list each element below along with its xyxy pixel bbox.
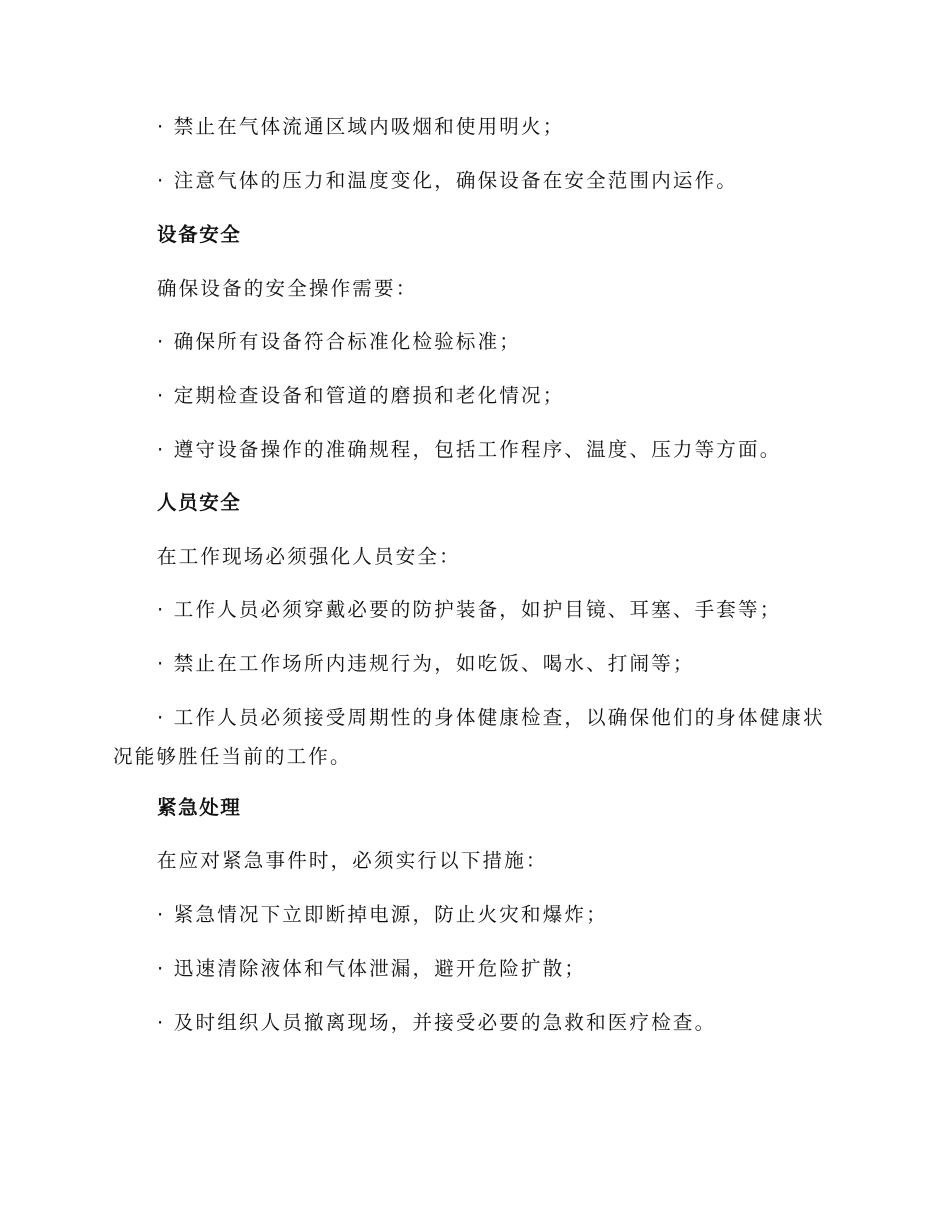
bullet-gas-pressure: · 注意气体的压力和温度变化，确保设备在安全范围内运作。 [157, 169, 738, 192]
bullet-protective-gear: · 工作人员必须穿戴必要的防护装备，如护目镜、耳塞、手套等； [157, 598, 782, 621]
bullet-no-smoking: · 禁止在气体流通区域内吸烟和使用明火； [157, 115, 565, 138]
heading-emergency: 紧急处理 [157, 796, 242, 819]
bullet-evacuation: · 及时组织人员撤离现场，并接受必要的急救和医疗检查。 [157, 1011, 717, 1034]
bullet-inspection: · 定期检查设备和管道的磨损和老化情况； [157, 384, 565, 407]
bullet-prohibited-behavior: · 禁止在工作场所内违规行为，如吃饭、喝水、打闹等； [157, 652, 695, 675]
heading-personnel-safety: 人员安全 [157, 491, 242, 514]
bullet-standards: · 确保所有设备符合标准化检验标准； [157, 330, 521, 353]
health-check-line-2: 况能够胜任当前的工作。 [113, 745, 352, 768]
intro-equipment: 确保设备的安全操作需要： [157, 277, 418, 300]
intro-emergency: 在应对紧急事件时，必须实行以下措施： [157, 849, 548, 872]
bullet-power-off: · 紧急情况下立即断掉电源，防止火灾和爆炸； [157, 903, 608, 926]
bullet-health-check [113, 705, 833, 770]
heading-equipment-safety: 设备安全 [157, 223, 242, 246]
bullet-leak-cleanup: · 迅速清除液体和气体泄漏，避开危险扩散； [157, 957, 587, 980]
bullet-procedures: · 遵守设备操作的准确规程，包括工作程序、温度、压力等方面。 [157, 438, 782, 461]
health-check-line-1: · 工作人员必须接受周期性的身体健康检查，以确保他们的身体健康状 [157, 706, 825, 729]
intro-personnel: 在工作现场必须强化人员安全： [157, 545, 461, 568]
